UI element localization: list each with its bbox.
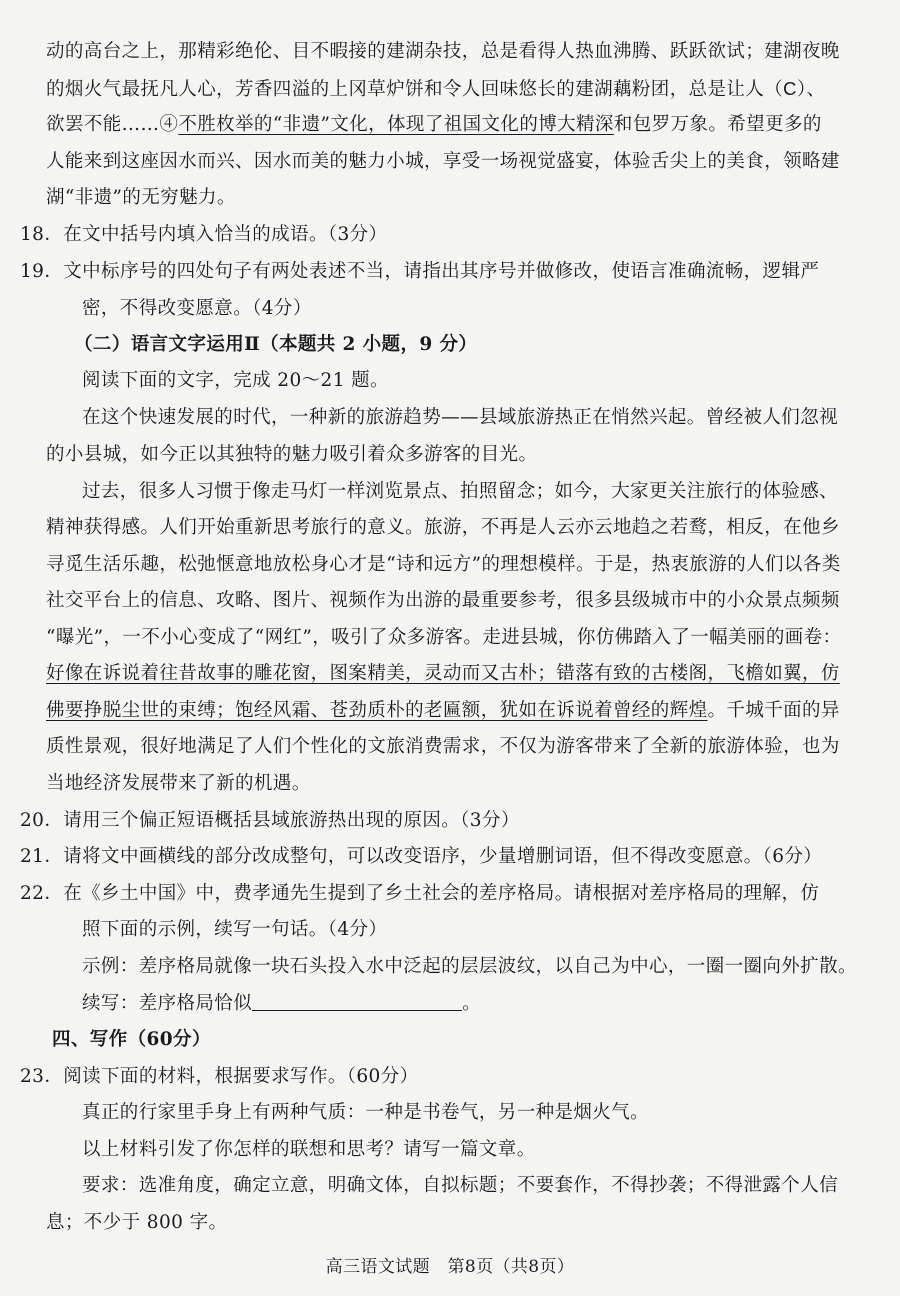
instruction: 阅读下面的文字，完成 20～21 题。	[82, 370, 389, 391]
question-22: 22．在《乡土中国》中，费孝通先生提到了乡土社会的差序格局。请根据对差序格局的理解，仿	[20, 883, 820, 904]
writing-requirements-cont: 息；不少于 800 字。	[46, 1212, 228, 1233]
paragraph-line: 社交平台上的信息、攻略、图片、视频作为出游的最重要参考，很多县级城市中的小众景点频频	[46, 590, 840, 611]
paragraph-line	[46, 696, 840, 726]
passage-line: 动的高台之上，那精彩绝伦、目不暇接的建湖杂技，总是看得人热血沸腾、跃跃欲试；建湖夜晚	[46, 41, 840, 62]
writing-requirements: 要求：选准角度，确定立意，明确文体，自拟标题；不要套作，不得抄袭；不得泄露个人信	[82, 1175, 839, 1196]
answer-blank[interactable]	[252, 992, 462, 1011]
writing-prompt: 以上材料引发了你怎样的联想和思考？请写一篇文章。	[82, 1139, 536, 1160]
paragraph-line: 质性景观，很好地满足了人们个性化的文旅消费需求，不仅为游客带来了全新的旅游体验，也为	[46, 736, 840, 757]
passage-line: 人能来到这座因水而兴、因水而美的魅力小城，享受一场视觉盛宴，体验舌尖上的美食，领略建	[46, 151, 840, 172]
question-19-cont: 密，不得改变愿意。（4分）	[82, 298, 312, 319]
underlined-sentence: 不胜枚举的“非遗”文化，体现了祖国文化的博大精深	[178, 114, 614, 135]
paragraph-line: 精神获得感。人们开始重新思考旅行的意义。旅游，不再是人云亦云地趋之若鹜，相反，在他乡	[46, 517, 840, 538]
paragraph-text: 。千城千面的异	[707, 700, 840, 721]
example-sentence: 示例：差序格局就像一块石头投入水中泛起的层层波纹，以自己为中心，一圈一圈向外扩散。	[82, 956, 857, 977]
question-22-cont: 照下面的示例，续写一句话。（4分）	[82, 919, 388, 940]
paragraph-line: 当地经济发展带来了新的机遇。	[46, 773, 311, 794]
underlined-passage: 好像在诉说着往昔故事的雕花窗，图案精美，灵动而又古朴；错落有致的古楼阁，飞檐如翼，仿	[46, 663, 840, 684]
passage-text: 欲罢不能……④	[46, 114, 179, 135]
question-19: 19．文中标序号的四处句子有两处表述不当，请指出其序号并做修改，使语言准确流畅，逻辑严	[20, 261, 820, 282]
passage-line: 湖“非遗”的无穷魅力。	[46, 187, 236, 208]
paragraph-line: 过去，很多人习惯于像走马灯一样浏览景点、拍照留念；如今，大家更关注旅行的体验感、	[82, 481, 839, 502]
question-21: 21．请将文中画横线的部分改成整句，可以改变语序，少量增删词语，但不得改变愿意。（6分）	[20, 846, 823, 867]
passage-text: 和包罗万象。希望更多的	[613, 114, 822, 135]
passage-line	[46, 110, 822, 140]
section-title: 四、写作（60分）	[52, 1029, 211, 1050]
paragraph-line: 在这个快速发展的时代，一种新的旅游趋势——县域旅游热正在悄然兴起。曾经被人们忽视	[82, 407, 839, 428]
continuation-end: 。	[462, 993, 482, 1014]
passage-text: 的烟火气最抚凡人心，芳香四溢的上冈草炉饼和令人回味悠长的建湖藕粉团，总是让人（	[46, 79, 784, 100]
question-23: 23．阅读下面的材料，根据要求写作。（60分）	[20, 1066, 419, 1087]
passage-text: ）、	[796, 79, 826, 100]
continuation-prompt: 续写：差序格局恰似	[82, 993, 253, 1014]
paragraph-line: 寻觅生活乐趣，松弛惬意地放松身心才是“诗和远方”的理想模样。于是，热衷旅游的人们以各类	[46, 554, 841, 575]
writing-material: 真正的行家里手身上有两种气质：一种是书卷气，另一种是烟火气。	[82, 1102, 650, 1123]
handwritten-answer: C	[783, 78, 797, 99]
underlined-passage: 佛要挣脱尘世的束缚；饱经风霜、苍劲质朴的老匾额，犹如在诉说着曾经的辉煌	[46, 700, 708, 721]
paragraph-line: “曝光”，一不小心变成了“网红”，吸引了众多游客。走进县城，你仿佛踏入了一幅美丽的画卷：	[46, 627, 842, 648]
page-footer: 高三语文试题 第8页（共8页）	[325, 1257, 575, 1277]
continuation-line	[82, 989, 481, 1019]
question-18: 18．在文中括号内填入恰当的成语。（3分）	[20, 224, 388, 245]
section-title: （二）语言文字运用Ⅱ（本题共 2 小题，9 分）	[74, 334, 478, 355]
question-20: 20．请用三个偏正短语概括县域旅游热出现的原因。（3分）	[20, 810, 520, 831]
passage-line	[46, 74, 825, 105]
paragraph-line: 的小县城，如今正以其独特的魅力吸引着众多游客的目光。	[46, 444, 538, 465]
